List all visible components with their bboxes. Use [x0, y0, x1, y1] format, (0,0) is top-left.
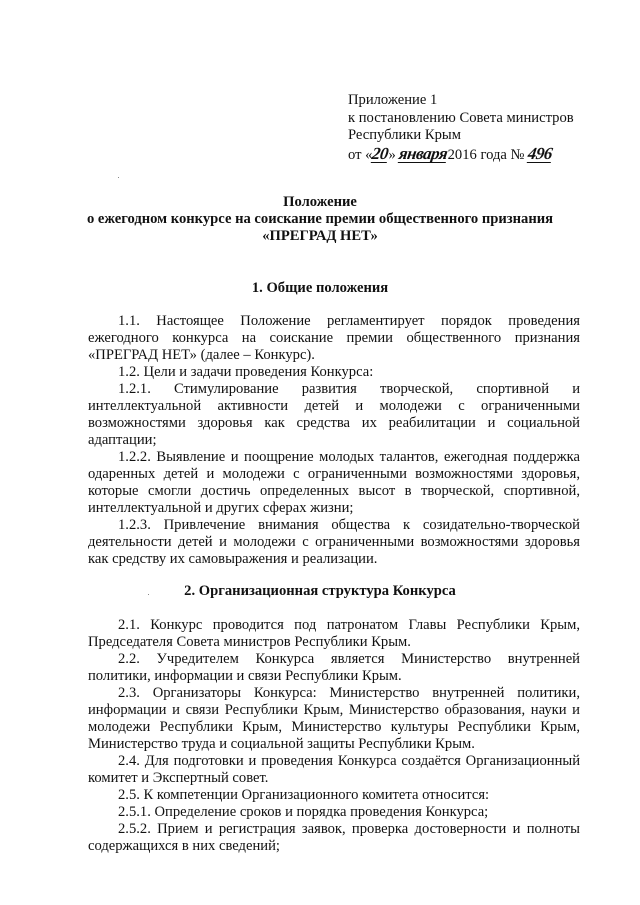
date-day: 20	[371, 143, 390, 163]
paragraph-2-1: 2.1. Конкурс проводится под патронатом Главы Республики Крым, Председателя Совета министров Республики Крым.	[88, 617, 580, 650]
document-title	[0, 194, 640, 245]
paragraph-1-2-2: 1.2.2. Выявление и поощрение молодых талантов, ежегодная поддержка одаренных детей и молодежи с ограниченными возможностями здоровья, которые смогли достичь определенных высот в творческой, спортивной, интеллектуальной и других сферах жизни;	[88, 449, 580, 516]
paragraph-2-5-2: 2.5.2. Прием и регистрация заявок, проверка достоверности и полноты содержащихся в них сведений;	[88, 821, 580, 854]
scan-speck	[148, 594, 149, 595]
section-2-heading: 2. Организационная структура Конкурса	[184, 583, 456, 599]
section-1-heading: 1. Общие положения	[251, 280, 389, 296]
paragraph-1-1: 1.1. Настоящее Положение регламентирует порядок проведения ежегодного конкурса на соискание премии общественного признания «ПРЕГРАД НЕТ» (далее – Конкурс).	[88, 313, 580, 363]
date-prefix: от «	[348, 146, 373, 163]
document-number: 496	[526, 143, 554, 163]
paragraph-2-3: 2.3. Организаторы Конкурса: Министерство внутренней политики, информации и связи Республики Крым, Министерство образования, науки и молодежи Республики Крым, Министерство культуры Республики Крым, Министерство труда и социальной защиты Республики Крым.	[88, 685, 580, 752]
scan-speck	[118, 177, 119, 178]
appendix-line-1: Приложение 1	[348, 92, 438, 108]
section-1-body	[88, 313, 580, 568]
paragraph-2-5-1: 2.5.1. Определение сроков и порядка проведения Конкурса;	[118, 804, 489, 820]
paragraph-2-5: 2.5. К компетенции Организационного комитета относится:	[118, 787, 490, 803]
appendix-block	[348, 92, 608, 162]
appendix-line-3: Республики Крым	[348, 127, 461, 143]
date-month: января	[398, 143, 450, 163]
paragraph-1-2: 1.2. Цели и задачи проведения Конкурса:	[118, 364, 374, 380]
paragraph-1-2-3: 1.2.3. Привлечение внимания общества к созидательно-творческой деятельности детей и молодежи с ограниченными возможностями здоровья как средству их самовыражения и реализации.	[88, 517, 580, 567]
title-line-3: «ПРЕГРАД НЕТ»	[262, 228, 378, 244]
paragraph-2-4: 2.4. Для подготовки и проведения Конкурса создаётся Организационный комитет и Экспертный совет.	[88, 753, 580, 786]
date-year: 2016 года №	[447, 146, 525, 163]
paragraph-1-2-1: 1.2.1. Стимулирование развития творческой, спортивной и интеллектуальной активности детей и молодежи с ограниченными возможностями здоровья как средства их реабилитации и социальной адаптации;	[88, 381, 580, 448]
title-line-1: Положение	[283, 194, 357, 210]
date-separator: »	[388, 146, 396, 163]
paragraph-2-2: 2.2. Учредителем Конкурса является Министерство внутренней политики, информации и связи Республики Крым.	[88, 651, 580, 684]
appendix-line-2: к постановлению Совета министров	[348, 109, 574, 126]
title-line-2: о ежегодном конкурсе на соискание премии общественного признания	[86, 211, 554, 227]
section-2-body	[88, 617, 580, 855]
appendix-date-line	[348, 145, 608, 163]
